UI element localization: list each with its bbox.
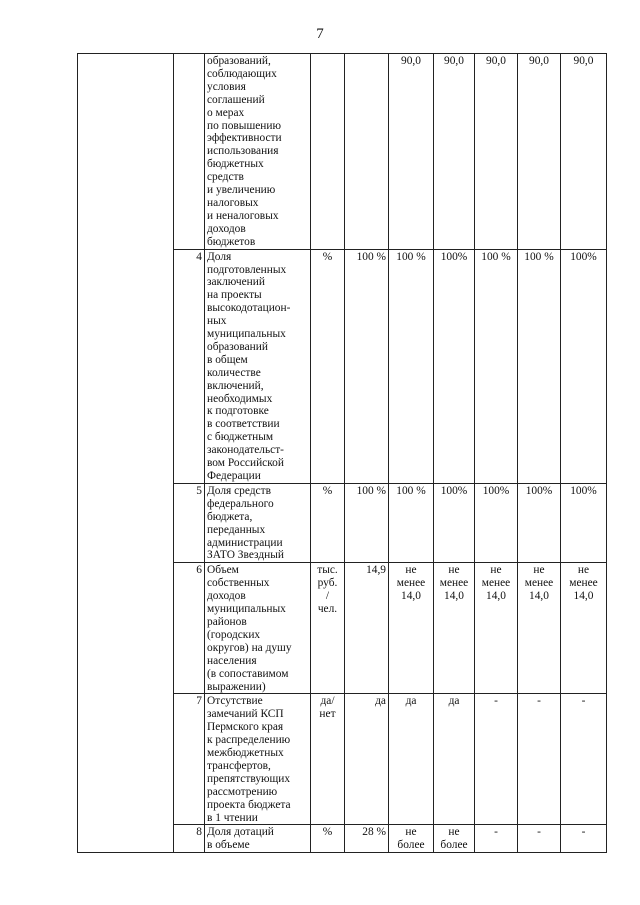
unit-cell: %	[311, 825, 345, 853]
value-cell: 100 %	[389, 483, 434, 562]
table-row	[78, 54, 607, 250]
value-cell: -	[561, 825, 607, 853]
base-value-cell: 100 %	[345, 483, 389, 562]
row-number: 4	[174, 249, 205, 483]
value-cell: 100%	[561, 249, 607, 483]
value-cell: -	[475, 825, 518, 853]
value-cell: да	[389, 694, 434, 825]
row-number: 6	[174, 563, 205, 694]
value-cell: не менее 14,0	[389, 563, 434, 694]
value-cell: -	[518, 694, 561, 825]
row-number: 5	[174, 483, 205, 562]
indicator-name: Доля средств федерального бюджета, переданных администрации ЗАТО Звездный	[205, 483, 311, 562]
value-cell: 100%	[434, 483, 475, 562]
base-value-cell: 28 %	[345, 825, 389, 853]
row-number: 7	[174, 694, 205, 825]
value-cell: не менее 14,0	[561, 563, 607, 694]
base-value-cell	[345, 54, 389, 250]
value-cell: 90,0	[389, 54, 434, 250]
unit-cell: да/ нет	[311, 694, 345, 825]
value-cell: не менее 14,0	[434, 563, 475, 694]
unit-cell: %	[311, 483, 345, 562]
page-number: 7	[316, 26, 324, 42]
value-cell: 90,0	[434, 54, 475, 250]
value-cell: не более	[434, 825, 475, 853]
base-value-cell: да	[345, 694, 389, 825]
indicator-name: Объем собственных доходов муниципальных районов (городских округов) на душу населения (в сопоставимом выражении)	[205, 563, 311, 694]
value-cell: 100%	[561, 483, 607, 562]
value-cell: 100%	[518, 483, 561, 562]
indicator-name: Доля подготовленных заключений на проекты высокодотацион- ных муниципальных образований в общем количестве включений, необходимых к подготовке в соответствии с бюджетным законодательст- вом Российской Федерации	[205, 249, 311, 483]
value-cell: 100%	[434, 249, 475, 483]
indicators-table	[77, 53, 607, 853]
value-cell: 100 %	[389, 249, 434, 483]
unit-cell: тыс. руб. / чел.	[311, 563, 345, 694]
base-value-cell: 100 %	[345, 249, 389, 483]
row-number	[174, 54, 205, 250]
indicator-name: Отсутствие замечаний КСП Пермского края к распределению межбюджетных трансфертов, препятствующих рассмотрению проекта бюджета в 1 чтении	[205, 694, 311, 825]
value-cell: не менее 14,0	[518, 563, 561, 694]
indicator-name: образований, соблюдающих условия соглашений о мерах по повышению эффективности использования бюджетных средств и увеличению налоговых и неналоговых доходов бюджетов	[205, 54, 311, 250]
value-cell: 100 %	[518, 249, 561, 483]
value-cell: не менее 14,0	[475, 563, 518, 694]
value-cell: 90,0	[518, 54, 561, 250]
value-cell: 90,0	[475, 54, 518, 250]
side-column-cell	[78, 54, 174, 853]
indicator-name: Доля дотаций в объеме	[205, 825, 311, 853]
value-cell: -	[518, 825, 561, 853]
value-cell: 100%	[475, 483, 518, 562]
unit-cell: %	[311, 249, 345, 483]
unit-cell	[311, 54, 345, 250]
row-number: 8	[174, 825, 205, 853]
value-cell: не более	[389, 825, 434, 853]
value-cell: -	[475, 694, 518, 825]
value-cell: -	[561, 694, 607, 825]
value-cell: да	[434, 694, 475, 825]
base-value-cell: 14,9	[345, 563, 389, 694]
value-cell: 90,0	[561, 54, 607, 250]
value-cell: 100 %	[475, 249, 518, 483]
